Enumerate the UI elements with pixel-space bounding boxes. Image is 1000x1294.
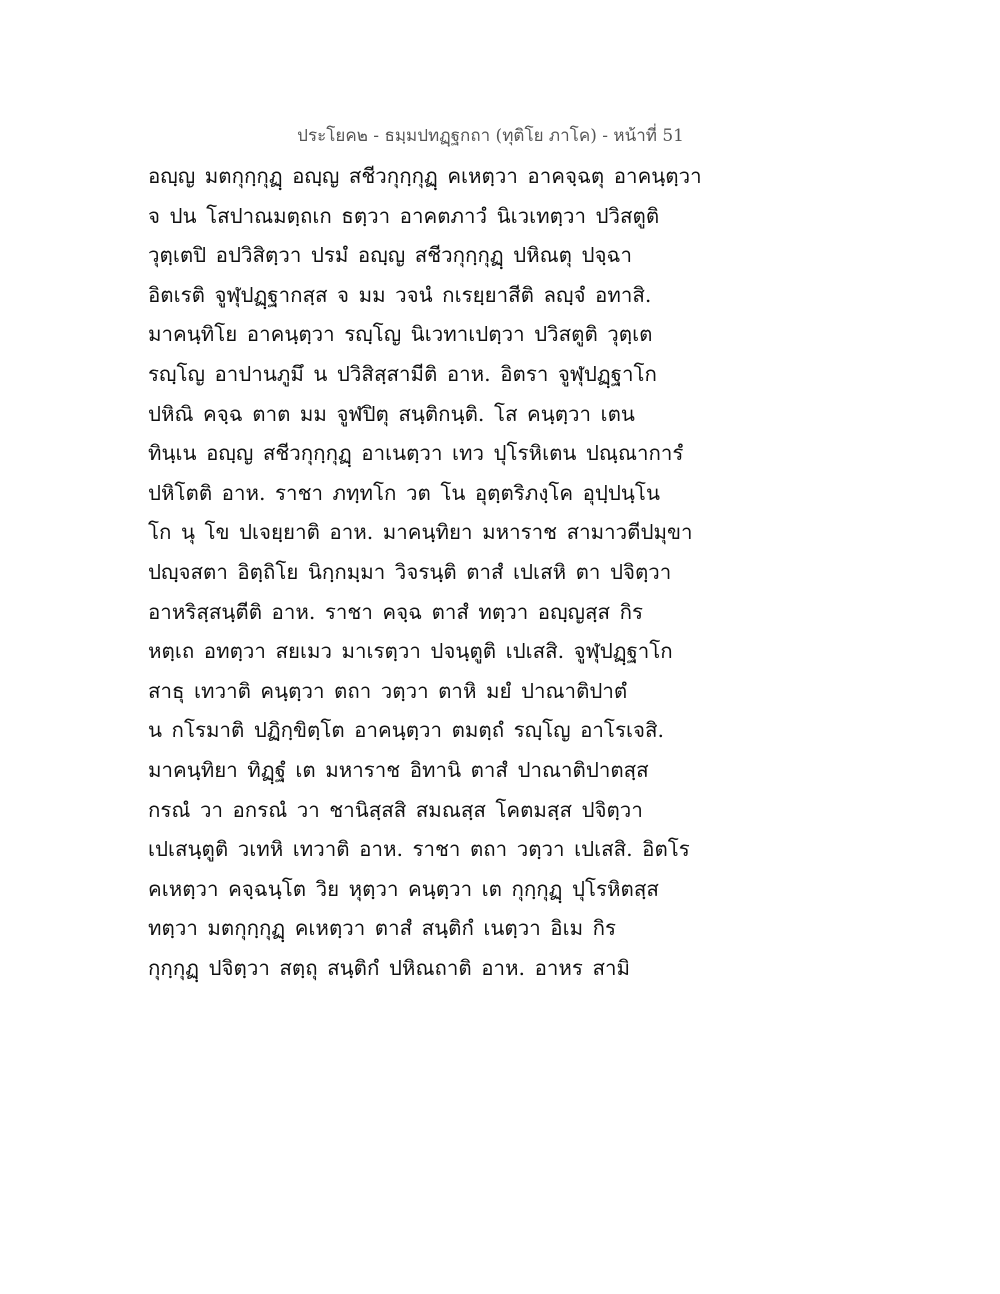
text-line: จ ปน โสปาณมตฺถเก ธตฺวา อาคตภาวํ นิเวเทตฺวา ปวิสตูติ bbox=[148, 203, 660, 228]
text-line: รญฺโญ อาปานภูมึ น ปวิสิสฺสามีติ อาห. อิตรา จูฬุปฏฺฐาโก bbox=[148, 361, 657, 386]
text-line: กรณํ วา อกรณํ วา ชานิสฺสสิ สมณสฺส โคตมสฺส ปจิตฺวา bbox=[148, 797, 643, 822]
page-header: ประโยค๒ - ธมฺมปทฏฺฐกถา (ทุติโย ภาโค) - หน้าที่ 51 bbox=[297, 126, 684, 146]
text-line: มาคนฺทิยา ทิฏฺฐํ เต มหาราช อิทานิ ตาสํ ปาณาติปาตสฺส bbox=[148, 757, 649, 782]
text-line: อญฺญ มตกุกฺกุฏฺ อญฺญ สชีวกุกฺกุฏฺ คเหตฺวา อาคจฺฉตุ อาคนฺตฺวา bbox=[148, 164, 702, 188]
text-line: โก นุ โข ปเจยฺยาติ อาห. มาคนฺทิยา มหาราช สามาวตีปมุขา bbox=[148, 520, 693, 545]
text-line: ปญฺจสตา อิตฺถิโย นิกฺกมฺมา วิจรนฺติ ตาสํ เปเสหิ ตา ปจิตฺวา bbox=[148, 559, 672, 584]
text-line: มาคนฺทิโย อาคนฺตฺวา รญฺโญ นิเวทาเปตฺวา ปวิสตูติ วุตฺเต bbox=[148, 322, 653, 347]
text-line: ปหิโตติ อาห. ราชา ภทฺทโก วต โน อุตฺตริภงฺโค อุปฺปนฺโน bbox=[148, 480, 660, 505]
text-line: ปหิณิ คจฺฉ ตาต มม จูฬปิตุ สนฺติกนฺติ. โส คนฺตฺวา เตน bbox=[148, 401, 635, 426]
text-line: สาธุ เทวาติ คนฺตฺวา ตถา วตฺวา ตาหิ มยํ ปาณาติปาตํ bbox=[148, 678, 628, 703]
text-line: ทินฺเน อญฺญ สชีวกุกฺกุฏฺ อาเนตฺวา เทว ปุโรหิเตน ปณฺณาการํ bbox=[148, 441, 684, 466]
text-line: ทตฺวา มตกุกฺกุฏฺ คเหตฺวา ตาสํ สนฺติกํ เนตฺวา อิเม กิร bbox=[148, 916, 617, 941]
text-line: น กโรมาติ ปฏิกฺขิตฺโต อาคนฺตฺวา ตมตฺถํ รญฺโญ อาโรเจสิ. bbox=[148, 718, 665, 743]
body-text bbox=[148, 157, 868, 988]
text-line: หตฺเถ อทตฺวา สยเมว มาเรตฺวา ปจนฺตูติ เปเสสิ. จูฬุปฏฺฐาโก bbox=[148, 639, 673, 664]
text-line: อิตเรติ จูฬุปฏฺฐากสฺส จ มม วจนํ กเรยฺยาสีติ ลญฺจํ อทาสิ. bbox=[148, 282, 652, 307]
text-line: คเหตฺวา คจฺฉนฺโต วิย หุตฺวา คนฺตฺวา เต กุกฺกุฏฺ ปุโรหิตสฺส bbox=[148, 876, 659, 901]
text-line: อาหริสฺสนฺตีติ อาห. ราชา คจฺฉ ตาสํ ทตฺวา อญฺญสฺส กิร bbox=[148, 599, 643, 624]
text-line: กุกฺกุฏฺ ปจิตฺวา สตฺถุ สนฺติกํ ปหิณถาติ อาห. อาหร สามิ bbox=[148, 955, 630, 980]
text-line: เปเสนฺตูติ วเทหิ เทวาติ อาห. ราชา ตถา วตฺวา เปเสสิ. อิตโร bbox=[148, 837, 690, 862]
text-line: วุตฺเตปิ อปวิสิตฺวา ปรมํ อญฺญ สชีวกุกฺกุฏฺ ปหิณตุ ปจฺฉา bbox=[148, 243, 633, 268]
